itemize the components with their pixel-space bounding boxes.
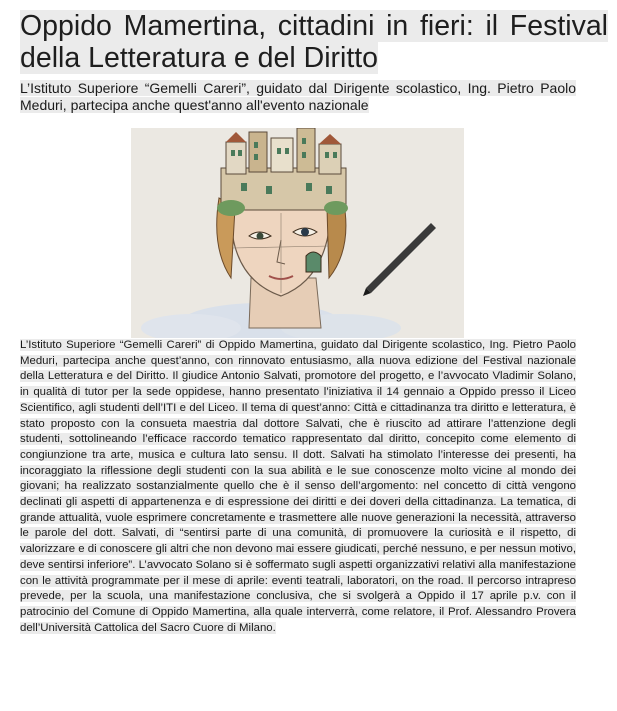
article-body-text: L’Istituto Superiore “Gemelli Careri” di Oppido Mamertina, guidato dal Dirigente scolastico, Ing. Pietro Paolo Meduri, partecipa anche quest’anno, con rinnovato entusiasmo, alla nuova edizione del Festival nazionale della Letteratura e del Diritto. Il giudice Antonio Salvati, promotore del progetto, e l’avvocato Vladimir Solano, in qualità di tutor per la sede oppidese, hanno presentato l’iniziativa il 14 gennaio a Oppido presso il Liceo Scientifico, agli studenti dell’ITI e del Liceo. Il tema di quest’anno: Città e cittadinanza tra diritto e letteratura, è stato proposto con la consueta maestria dal dottore Salvati, che è riuscito ad attirare l’attenzione degli studenti, sottolineando l’efficace raccordo tematico rappresentato dal diritto, concepito come elemento di congiunzione tra arte, musica e cultura lato sensu. Il dott. Salvati ha stimolato l’interesse dei presenti, ha incoraggiato la riflessione degli studenti con la sua abilità e le sue conoscenze molto vicine al mondo dei giovani; ha realizzato sostanzialmente quello che è il senso dell’argomento: nel concetto di città vengono declinati gli aspetti di appartenenza e di espressione dei diritti e dei doveri della cittadinanza. La tematica, di grande attualità, vuole esprimere concretamente e trasmettere alle nuove generazioni la necessità, attraverso le parole del dott. Salvati, di “sentirsi parte di una comunità, di promuovere la curiosità e il rispetto, di valorizzare e di conoscere gli altri che non devono mai essere giudicati, perché nessuno, e per nessun motivo, deve sentirsi inferiore”. L’avvocato Solano si è soffermato sugli aspetti organizzativi relativi alla manifestazione con le attività programmate per il mese di aprile: eventi teatrali, laboratori, on the road. Il percorso intrapreso prevede, per la scuola, una manifestazione conclusiva, che si svolgerà a Oppido il 17 aprile p.v. con il patrocinio del Comune di Oppido Mamertina, alla quale interverrà, come relatore, il Prof. Alessandro Provera dell’Università Cattolica del Sacro Cuore di Milano. — [20, 339, 576, 634]
article-illustration — [131, 128, 464, 338]
article-subtitle — [20, 80, 576, 114]
illustration-face-city-drawing — [131, 128, 464, 338]
article-title-text: Oppido Mamertina, cittadini in fieri: il Festival della Letteratura e del Diritto — [20, 10, 608, 74]
article-subtitle-text: L’Istituto Superiore “Gemelli Careri”, guidato dal Dirigente scolastico, Ing. Pietro Paolo Meduri, partecipa anche quest'anno all'evento nazionale — [20, 80, 576, 113]
article-title — [20, 10, 608, 74]
article-body — [20, 338, 576, 636]
